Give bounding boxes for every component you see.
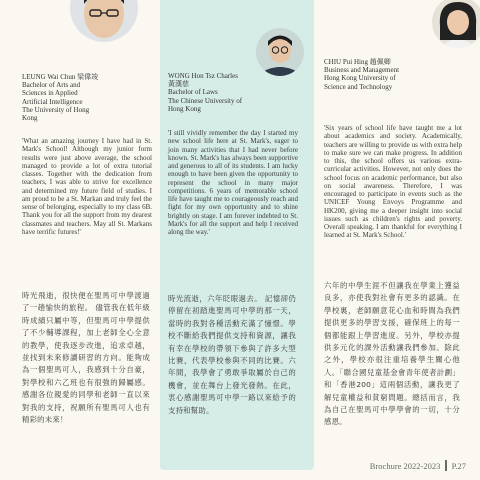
- student-intro: [22, 73, 154, 122]
- degree-line: Business and Management: [324, 66, 400, 75]
- chinese-paragraph: 時光飛逝，很快便在聖馬可中學渡過了一趟愉快的旅程。 儘管我在低年級時成績只屬中等，但聖馬可中學提供了不少輔導課程，加上老師全心全意的教學，使我逐步改進，追求卓越，並找到未來修讀研習的方向。能夠成為一個聖馬可人，我感到十分自豪，對學校和六乙班也有很強的歸屬感。感謝各位親愛的同學和老師一直以來對我的支持，祝願所有聖馬可人也有精彩的未來！: [22, 291, 150, 425]
- university-line: Hong Kong University of: [324, 74, 396, 83]
- brochure-label: Brochure 2022-2023: [369, 460, 441, 471]
- university-line: The University of Hong: [22, 105, 90, 114]
- student-name: LEUNG Wai Chun 梁偉竣: [22, 73, 99, 81]
- university-line: Hong Kong: [168, 104, 201, 113]
- student-intro: [324, 58, 464, 91]
- chinese-paragraph: 時光流逝，六年眨眼過去。 記憶卻仍停留在初踏進聖馬可中學的那一天，當時的我對各種活動充滿了憧憬。學校不斷給我們提供支持和資源，讓我有幸在學校的帶領下參與了許多大型比賽，代表學校參與不同的比賽。六年間，我學會了勇敢爭取屬於自己的機會，並在舞台上發光發熱。在此，衷心感謝聖馬可中學一路以來給予的支持和幫助。: [168, 294, 296, 415]
- university-line: Kong: [22, 114, 38, 123]
- degree-line: Bachelor of Laws: [168, 88, 218, 97]
- degree-line: Sciences in Applied: [22, 89, 78, 98]
- english-quote: 'What an amazing journey I have had in St. Mark's School! Although my junior form results were just above average, the school managed to provide a lot of extra tutorial classes. Together with the dedication from teachers, I was able to strive for excellence and determined my future field of studies. I am proud to be a St. Markan and truly feel the sense of belonging, especially to my class 6B. Thank you for all the support from my dearest classmates and teachers. May all St. Markans have terrific futures!': [22, 137, 152, 236]
- university-line: The Chinese University of: [168, 96, 243, 105]
- university-line: Science and Technology: [324, 82, 393, 91]
- page-footer: [370, 460, 466, 471]
- student-photo: [432, 0, 480, 48]
- footer-divider: [445, 460, 446, 471]
- student-name-en: WONG Hon Tsz Charles: [168, 72, 238, 80]
- chinese-paragraph: 六年的中學生涯不但讓我在學業上獲益良多，亦使我對社會有更多的認識。在學校裏，老師願意花心血和時間為我們提供更多的學習支援，確保班上的每一個都能跟上學習進度。另外，學校亦提供多元化的課外活動讓我們參加。除此之外，學校亦很注重培養學生關心他人。「聯合國兒童基金會青年使者計劃」和「香港200」這兩個活動，讓我更了解兒童權益和貧窮問題。總括而言，我為自己在聖馬可中學學會的一切，十分感恩。: [324, 281, 460, 427]
- student-photo: [256, 28, 304, 76]
- student-name: CHIU Pui Hing 趙佩卿: [324, 58, 391, 66]
- student-intro: [168, 72, 288, 113]
- page-number: P.27: [451, 460, 466, 471]
- degree-line: Bachelor of Arts and: [22, 81, 81, 90]
- english-quote: 'Six years of school life have taught me a lot about academics and society. Academically, teachers are willing to provide us with extra help to make sure we can make progress. In addition to this, the school offers us various extra-curricular activities. However, not only does the school focus on academic performance, but also on social awareness. Therefore, I was encouraged to participate in events such as the UNICEF Young Envoys Programme and HK200, giving me a deeper insight into social issues such as children's rights and poverty. Overall speaking, I am thankful for everything I learned at St. Mark's School.': [324, 124, 462, 240]
- degree-line: Artificial Intelligence: [22, 97, 83, 106]
- english-quote: 'I still vividly remember the day I started my new school life here at St. Mark's, eager to join many activities that I had never before known. St. Mark's has always been supportive and generous to all of its students. I am lucky enough to have been given the opportunity to represent the school in many major competitions. 6 years of memorable school life have taught me to courageously reach and fight for my own opportunity and to shine brightly on stage. I am forever indebted to St. Mark's for all the support and help I received along the way.': [168, 129, 298, 236]
- student-name-zh: 黃漢慈: [168, 80, 189, 89]
